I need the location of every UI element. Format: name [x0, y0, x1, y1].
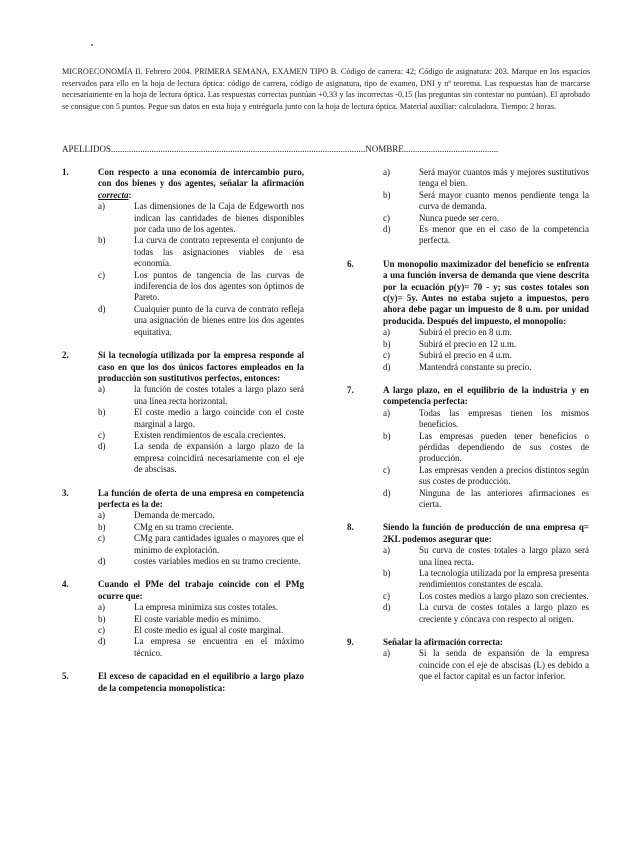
option-c [98, 625, 304, 636]
question-number: 2. [62, 350, 69, 361]
option-label: a) [98, 201, 105, 212]
question-9 [347, 637, 589, 683]
option-text: Ninguna de las anteriores afirmaciones es cierta. [419, 487, 589, 509]
option-label: b) [98, 235, 106, 246]
question-6 [347, 259, 589, 373]
option-a [98, 384, 304, 407]
option-text: La curva de costes totales a largo plazo es creciente y cóncava con respecto al origen. [419, 602, 589, 624]
question-text: Siendo la función de producción de una empresa q= 2KL podemos asegurar que: [383, 522, 589, 544]
option-label: a) [383, 327, 390, 338]
option-label: c) [383, 464, 390, 475]
question-text: Cuando el PMe del trabajo coincide con el PMg ocurre que: [98, 579, 304, 601]
option-a [383, 327, 589, 338]
option-label: a) [383, 648, 390, 659]
option-label: a) [383, 167, 390, 177]
option-text: Las empresas pueden tener beneficios o pérdidas dependiendo de sus costes de producción. [419, 430, 589, 464]
option-label: c) [383, 590, 390, 601]
option-d [98, 304, 304, 338]
option-text: Es menor que en el caso de la competencia perfecta. [419, 224, 589, 246]
question-text: Si la tecnología utilizada por la empresa responde al caso en que los dos únicos factores empleados en la producción son sustitutivos perfectos, entonces: [98, 350, 304, 383]
option-label: c) [98, 533, 105, 544]
option-text: CMg para cantidades iguales o mayores que el mínimo de explotación. [134, 533, 304, 555]
question-7 [347, 385, 589, 510]
option-label: c) [383, 212, 390, 223]
question-text: Un monopolio maximizador del beneficio se enfrenta a una función inversa de demanda que viene descrita por la ecuación p(y)= 70 - y; sus costes totales son c(y)= 5y. Antes no estaba sujeto a impuestos, pero ahora debe pagar un impuesto de 8 u.m. por unidad producida. Después del impuesto, el monopolio: [383, 258, 589, 326]
option-label: d) [98, 441, 106, 452]
question-8 [347, 522, 589, 625]
option-label: c) [383, 350, 390, 361]
option-label: b) [383, 568, 391, 578]
option-label: b) [383, 430, 391, 441]
option-b [383, 431, 589, 465]
option-text: La senda de expansión a largo plazo de la empresa coincidirá necesariamente con el eje de abscisas. [134, 441, 304, 475]
option-d [383, 602, 589, 625]
option-b [383, 568, 589, 591]
question-5-options [347, 167, 589, 247]
exam-header [62, 66, 590, 112]
option-label: c) [98, 625, 105, 636]
option-label: a) [383, 545, 390, 556]
option-label: b) [98, 613, 106, 624]
option-label: a) [98, 510, 105, 521]
name-fields [62, 143, 590, 155]
question-1 [62, 167, 304, 338]
question-text-part: Con respecto a una economía de intercambio puro, con dos bienes y dos agentes, señalar la afirmación [98, 167, 304, 189]
option-text: Su curva de costes totales a largo plazo será una línea recta. [419, 545, 589, 567]
option-text: La empresa se encuentra en el máximo técnico. [134, 636, 304, 658]
option-text: Subirá el precio en 8 u.m. [419, 327, 512, 338]
option-label: d) [98, 636, 106, 647]
right-column [347, 167, 589, 695]
option-c [98, 270, 304, 304]
option-text: Subirá el precio en 12 u.m. [419, 338, 517, 349]
question-number: 5. [62, 671, 69, 682]
option-label: b) [383, 338, 391, 349]
question-5 [62, 671, 304, 694]
question-text-part: : [128, 189, 132, 200]
option-b [98, 522, 304, 533]
option-text: Las dimensiones de la Caja de Edgeworth nos indican las cantidades de bienes disponibles por cada uno de los agentes. [134, 201, 304, 235]
option-label: d) [383, 361, 391, 372]
option-text: La curva de contrato representa el conjunto de todas las asignaciones viables de esa economía. [134, 235, 304, 269]
option-c [383, 465, 589, 488]
option-label: a) [98, 384, 105, 395]
question-number: 7. [347, 384, 354, 395]
header-text: MICROECONOMÍA II. Febrero 2004. PRIMERA SEMANA, EXAMEN TIPO B. Código de carrera: 42; Código de asignatura: 203. Marque en los espacios reservados para ello en la hoja de lectura óptica: código de carrera, código de asignatura, tipo de examen, DNI y nº teorema. Las respuestas han de marcarse necesariamente en la hoja de lectura óptica. Las respuestas correctas puntúan +0,33 y las incorrectas -0,15 (las preguntas sin contestar no puntúan). El aprobado se consigue con 5 puntos. Pegue sus datos en esta hoja y entréguela junto con la hoja de lectura óptica. Material auxiliar: calculadora. Tiempo: 2 horas. [62, 67, 590, 111]
option-text: El coste medio a largo coincide con el coste marginal a largo. [134, 407, 304, 429]
question-4 [62, 579, 304, 659]
option-a [383, 648, 589, 682]
question-text: La función de oferta de una empresa en competencia perfecta es la de: [98, 487, 304, 509]
option-d [98, 441, 304, 475]
option-d [383, 488, 589, 511]
option-label: d) [98, 556, 106, 566]
option-text: Subirá el precio en 4 u.m. [419, 350, 512, 361]
option-text: Cualquier punto de la curva de contrato refleja una asignación de bienes entre los dos agentes equitativa. [134, 303, 304, 337]
option-text: Los puntos de tangencia de las curvas de indiferencia de los dos agentes son óptimos de Pareto. [134, 269, 304, 303]
option-b [98, 614, 304, 625]
option-text: Existen rendimientos de escala crecientes. [134, 429, 286, 440]
option-text: Será mayor cuanto menos pendiente tenga la curva de demanda. [419, 189, 589, 212]
option-b [98, 407, 304, 430]
option-c [383, 350, 589, 361]
option-text: Todas las empresas tienen los mismos beneficios. [419, 407, 589, 430]
option-a [98, 201, 304, 235]
option-a [383, 545, 589, 568]
left-column [62, 167, 304, 706]
option-label: b) [98, 407, 106, 418]
option-d [98, 556, 304, 567]
option-text: La tecnología utilizada por la empresa presenta rendimientos constantes de escala. [419, 568, 589, 590]
option-text: Será mayor cuantos más y mejores sustitutivos tenga el bien. [419, 167, 589, 189]
option-b [383, 339, 589, 350]
option-label: d) [383, 224, 391, 235]
option-label: c) [98, 429, 105, 440]
question-number: 1. [62, 167, 69, 177]
question-text: Señalar la afirmación correcta: [383, 637, 503, 648]
question-text: El exceso de capacidad en el equilibrio a largo plazo de la competencia monopolística: [98, 671, 304, 693]
option-a [98, 602, 304, 613]
option-text: Los costes medios a largo plazo son crecientes. [419, 590, 589, 601]
option-text: Las empresas venden a precios distintos según sus costes de producción. [419, 464, 589, 487]
option-c [383, 213, 589, 224]
question-number: 6. [347, 258, 354, 269]
option-d [383, 224, 589, 247]
option-label: b) [98, 521, 106, 532]
question-2 [62, 350, 304, 475]
option-text: El coste medio es igual al coste marginal. [134, 625, 284, 636]
option-a [383, 408, 589, 431]
option-label: a) [383, 407, 390, 418]
option-b [383, 190, 589, 213]
question-3 [62, 488, 304, 568]
option-b [98, 235, 304, 269]
option-d [98, 636, 304, 659]
option-c [383, 591, 589, 602]
question-number: 3. [62, 487, 69, 498]
option-d [383, 362, 589, 373]
option-label: b) [383, 189, 391, 200]
question-number: 9. [347, 637, 354, 648]
option-label: c) [98, 269, 105, 280]
option-text: Mantendrá constante su precio. [419, 361, 532, 372]
question-text: A largo plazo, en el equilibrio de la industria y en competencia perfecta: [383, 384, 589, 407]
option-text: Si la senda de expansión de la empresa coincide con el eje de abscisas (L) es debido a que el factor capital es un factor inferior. [419, 648, 589, 682]
option-text: La empresa minimiza sus costes totales. [134, 602, 278, 613]
option-label: d) [98, 303, 106, 314]
question-number: 4. [62, 579, 69, 590]
option-text: la función de costes totales a largo plazo será una línea recta horizontal. [134, 384, 304, 406]
option-c [98, 430, 304, 441]
name-fields-text: APELLIDOS.................................................................................................................NOMBRE.......................................... [62, 144, 499, 154]
option-label: d) [383, 487, 391, 498]
option-a [98, 510, 304, 521]
option-a [383, 167, 589, 190]
option-text: Demanda de mercado. [134, 510, 215, 521]
emphasis-word: correcta [98, 189, 129, 200]
scan-speck [91, 44, 93, 46]
option-text: El coste variable medio es mínimo. [134, 613, 261, 624]
question-text [98, 167, 304, 201]
option-label: d) [383, 602, 391, 613]
option-text: Nunca puede ser cero. [419, 212, 499, 223]
question-number: 8. [347, 522, 354, 533]
option-text: costes variables medios en su tramo creciente. [134, 556, 301, 566]
option-text: CMg en su tramo creciente. [134, 521, 234, 532]
option-label: a) [98, 602, 105, 613]
option-c [98, 533, 304, 556]
